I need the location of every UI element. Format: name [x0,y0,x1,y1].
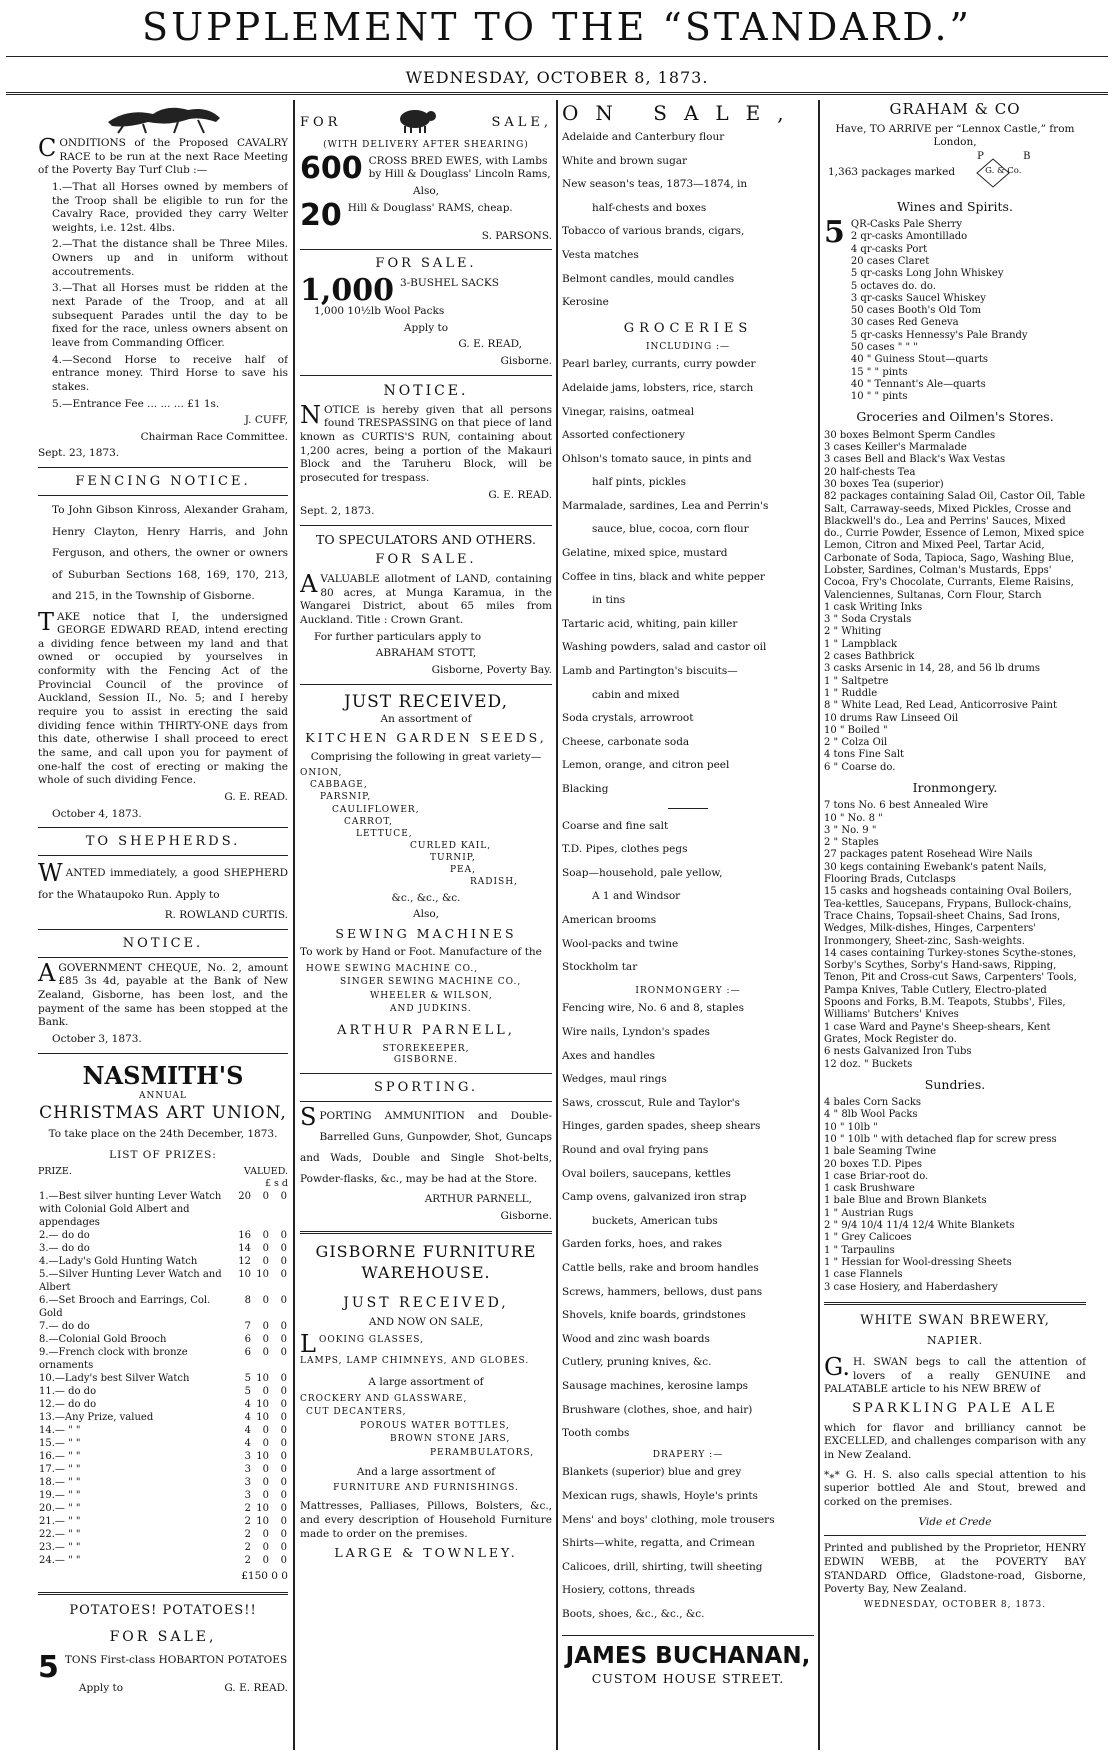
prize-row [38,1398,288,1411]
prize-name: 3.— do do [39,1243,90,1255]
prize-row [38,1450,288,1463]
list-item: 1 " Tarpaulins [824,1244,895,1256]
seeds-ad: JUST RECEIVED, An assortment of KITCHEN GARDEN SEEDS, Comprising the following in great variety— ONION, CABBAGE, PARSNIP, CAULIFLOWER, CARROT, LETTUCE, CURLED KAIL, TURNIP, PEA, RADISH, &c., &c., &c. Also, SEWING MACHINES To work by Hand or Foot. Manufacture of the HOWE SEWING MACHINE CO., SINGER SEWING MACHINE CO., WHEELER & WILSON, AND JUDKINS. ARTHUR PARNELL, STOREKEEPER, GISBORNE. [300,691,547,1066]
list-item: 50 cases Booth's Old Tom [850,305,981,317]
list-item: Mexican rugs, shawls, Hoyle's prints [562,1490,758,1503]
list-item: Stockholm tar [562,961,638,974]
list-item: 7 tons No. 6 best Annealed Wire [824,800,989,812]
list-item: Coarse and fine salt [562,819,669,832]
prize-row [38,1294,288,1320]
prize-row [38,1554,288,1567]
wines-list [851,219,1086,403]
prize-value: 0 [262,1191,269,1203]
list-item: Marmalade, sardines, Lea and Perrin's [562,499,769,512]
prize-value: 0 [262,1490,269,1502]
list-item: 3 qr-casks Saucel Whiskey [850,292,986,304]
prize-name: 5.—Silver Hunting Lever Watch and Albert [39,1269,222,1294]
column-4: GRAHAM & CO Have, TO ARRIVE per “Lennox Castle,” from London, 1,363 packages marked G. & Co. P B Wines and Spirits. 5 QR-Casks Pale Sherry 2 qr-casks Amontillado 4 qr-casks Port 20 cases Claret 5 qr-casks Long John Whiskey 5 octaves do. do. 3 qr-casks Saucel Whiskey 50 cases Booth's Old Tom 30 cases Red Geneva 5 qr-casks Hennessy's Pale Brandy 50 cases " " " 40 " Guiness Stout—quarts 15 " " pints 40 " Tennant's Ale—quarts 10 " " pints Groceries and Oilmen's Stores. 30 boxes Belmont Sperm Candles 3 cases Keiller's Marmalade 3 cases Bell and Black's Wax Vestas 20 half-chests Tea 30 boxes Tea (superior) 82 packages containing Salad Oil, Castor Oil, Table Salt, Carraway-seeds, Mixed Pickles, Crosse and Blackwell's do., Lea and Perrins' Sauces, Mixed do., Currie Powder, Essence of Lemon, Mixed spice Lemon, Citron and Mixed Peel, Tartar Acid, Carbonate of Soda, Tapioca, Sago, Washing Blue, Lobster, Sardines, Colman's Mustards, Epps' Cocoa, Fry's Chocolate, Currants, Eleme Raisins, Valenciennes, Sultanas, Corn Flour, Starch 1 cask Writing Inks 3 " Soda Crystals 2 " Whiting 1 " Lampblack 2 cases Bathbrick 3 casks Arsenic in 14, 28, and 56 lb drums 1 " Saltpetre 1 " Ruddle 8 " White Lead, Red Lead, Anticorrosive Paint 10 drums Raw Linseed Oil 10 " Boiled " 2 " Colza Oil 4 tons Fine Salt 6 " Coarse do. Ironmongery. 7 tons No. 6 best Annealed Wire 10 " No. 8 " 3 " No. 9 " 2 " Staples 27 packages patent Rosehead Wire Nails 30 kegs containing Ewebank's patent Nails, Flooring Brads, Cutclasps 15 casks and hogsheads containing Oval Boilers, Tea-kettles, Saucepans, Frypans, Bullock-chains, Trace Chains, Topsail-sheet Chains, Sad Irons, Wedges, Milk-dishes, Hinges, Carpenters' Ironmongery, Sheet-zinc, Sash-weights. 14 cases containing Turkey-stones Scythe-stones, Sorby's Scythes, Sorby's Hand-saws, Ripping, Tenon, Pit and Cross-cut Saws, Carpenters' Tools, Pampa Knives, Table Cutlery, Electro-plated Spoons and Forks, B.M. Teapots, Stubbs', Files, Williams' Butchers' Knives 1 case Ward and Payne's Sheep-shears, Kent Grates, Mock Register do. 6 nests Galvanized Iron Tubs 12 doz. " Buckets Sundries. 4 bales Corn Sacks 4 " 8lb Wool Packs 10 " 10lb " 10 " 10lb " with detached flap for screw press 1 bale Seaming Twine 20 boxes T.D. Pipes 1 case Briar-root do. 1 cask Brushware 1 bale Blue and Brown Blankets 1 " Austrian Rugs 2 " 9/4 10/4 11/4 12/4 White Blankets 1 " Grey Calicoes 1 " Tarpaulins 1 " Hessian for Wool-dressing Sheets 1 case Flannels 3 case Hosiery, and Haberdashery WHITE SWAN BREWERY, NAPIER. G. H. SWAN begs to call the attention of lovers of a really GENUINE and PALATABLE article to his NEW BREW of SPARKLING PALE ALE which for flavor and brilliancy cannot be EXCELLED, and challenges comparison with any in New Zealand. *⁎* G. H. S. also calls special attention to his superior bottled Ale and Stout, brewed and corked on the premises. Vide et Crede Printed and published by the Proprietor, HENRY EDWIN WEBB, at the POVERTY BAY STANDARD Office, Gladstone-road, Gisborne, Poverty Bay, New Zealand. WEDNESDAY, OCTOBER 8, 1873. [824,100,1086,1610]
prize-row [38,1528,288,1541]
list-item: Coffee in tins, black and white pepper [562,570,765,583]
prize-value: 6 [244,1334,251,1346]
list-item: 4 " 8lb Wool Packs [824,1109,918,1121]
list-item: 4 qr-casks Port [850,243,928,255]
list-item: 15 " " pints [850,366,908,378]
buchanan-name: JAMES BUCHANAN, [565,1642,811,1669]
column-2 [300,100,552,1750]
cavalry-race-notice: CONDITIONS of the Proposed CAVALRY RACE to be run at the next Race Meeting of the Poverty Bay Turf Club :— 1.—That all Horses owned by members of the Troop shall be eligible to run for the Cavalry Race, provided they carry Welter weights, i.e. 12st. 4lbs. 2.—That the distance shall be Three Miles. Owners up and in uniform without accoutrements. 3.—That all Horses must be ridden at the next Parade of the Troop, and at all subsequent Parades until the day to be fixed for the race, unless owners absent on leave from Commanding Officer. 4.—Second Horse to receive half of entrance money. Third Horse to save his stakes. 5.—Entrance Fee ... ... ... £1 1s. J. CUFF, Chairman Race Committee. Sept. 23, 1873. [38,134,288,460]
prize-value: 0 [262,1256,269,1268]
list-item: 5 octaves do. do. [850,280,936,292]
list-item: 40 " Guiness Stout—quarts [850,354,989,366]
prize-name: 18.— " " [39,1477,81,1489]
prize-name: 1.—Best silver hunting Lever Watch with Colonial Gold Albert and appendages [39,1191,222,1229]
date-line: WEDNESDAY, OCTOBER 8, 1873. [405,68,709,87]
prize-name: 8.—Colonial Gold Brooch [39,1334,167,1346]
list-item: 5 qr-casks Hennessy's Pale Brandy [850,329,1028,341]
list-item: 10 " 10lb " [824,1121,878,1133]
prize-value: 0 [280,1516,287,1528]
vide-et-crede: Vide et Crede [918,1515,992,1528]
list-item: QR-Casks Pale Sherry [850,219,963,231]
list-item: Belmont candles, mould candles [562,272,735,285]
list-item: 30 cases Red Geneva [850,317,959,329]
list-item: buckets, American tubs [592,1214,718,1227]
prize-value: 0 [280,1191,287,1203]
prize-name: 4.—Lady's Gold Hunting Watch [39,1256,198,1268]
prize-total: £150 0 0 [241,1570,288,1583]
column-divider [556,100,558,1750]
prize-row [38,1229,288,1242]
list-item: Tobacco of various brands, cigars, [562,225,745,238]
prize-value: 2 [244,1516,251,1528]
prize-row [38,1515,288,1528]
prize-value: 0 [280,1373,287,1385]
prize-value: 0 [280,1503,287,1515]
list-item: Kerosine [562,296,609,309]
prize-value: 0 [280,1256,287,1268]
list-item: 2 qr-casks Amontillado [850,231,968,243]
list-item: 14 cases containing Turkey-stones Scythe-stones, Sorby's Scythes, Sorby's Hand-saws, Ripping, Tenon, Pit and Cross-cut Saws, Carpenters' Tools, Pampa Knives, Table Cutlery, Electro-plated Spoons and Forks, B.M. Teapots, Stubbs', Files, Williams' Butchers' Knives [824,947,1077,1021]
list-item: 1 bale Seaming Twine [824,1146,937,1158]
prize-value: 20 [238,1191,251,1203]
sheep-illustration [393,106,439,140]
list-item: American brooms [562,913,657,926]
list-item: Wool-packs and twine [562,937,679,950]
list-item: 2 cases Bathbrick [824,651,915,663]
list-item: 3 casks Arsenic in 14, 28, and 56 lb drums [824,663,1040,675]
grocery-stores-list [824,430,1086,774]
ewes-ad: FOR SALE, (WITH DELIVERY AFTER SHEARING) 600 CROSS BRED EWES, with Lambs by Hill & Douglass' Lincoln Rams, Also, 20 Hill & Douglass' RAMS, cheap. S. PARSONS. [300,106,552,243]
list-item: 27 packages patent Rosehead Wire Nails [824,849,1033,861]
sundries-stores-list [824,1097,1086,1294]
goods-list [562,126,814,315]
list-item: 3 case Hosiery, and Haberdashery [824,1281,998,1293]
list-item: 3 " Soda Crystals [824,614,912,626]
prize-value: 10 [256,1399,269,1411]
prize-name: 10.—Lady's best Silver Watch [39,1373,190,1385]
list-item: Soda crystals, arrowroot [562,712,694,725]
prize-value: 8 [244,1295,251,1307]
list-item: Vesta matches [562,248,639,261]
list-item: 50 cases " " " [850,342,918,353]
list-item: Round and oval frying pans [562,1144,709,1157]
cheque-notice: NOTICE. AGOVERNMENT CHEQUE, No. 2, amount £85 3s 4d, payable at the Bank of New Zealand, Gisborne, has been lost, and the payment of the same has been stopped at the Bank. October 3, 1873. [38,935,288,1045]
prize-value: 3 [244,1464,251,1476]
condition-item: 4.—Second Horse to receive half of entrance money. Third Horse to save his stakes. [52,353,288,393]
shipping-mark: G. & Co. P B [963,153,1023,193]
prize-row [38,1541,288,1554]
list-item: 3 cases Keiller's Marmalade [824,442,967,454]
signer: J. CUFF, [244,414,288,427]
potatoes-ad: POTATOES! POTATOES!! FOR SALE, 5 TONS First-class HOBARTON POTATOES Apply to G. E. READ. [38,1603,288,1694]
racehorse-illustration [38,100,288,134]
list-item: Screws, hammers, bellows, dust pans [562,1285,763,1298]
list-item: 30 boxes Tea (superior) [824,478,944,490]
list-item: in tins [592,594,626,607]
prize-value: 4 [244,1425,251,1437]
ironmongery-stores-list [824,800,1086,1071]
graham-title: GRAHAM & CO [889,100,1021,118]
prize-value: 0 [262,1321,269,1333]
list-item: Hosiery, cottons, threads [562,1584,696,1597]
ironmongery-list [562,997,814,1445]
prize-row [38,1476,288,1489]
list-item: half-chests and boxes [592,201,707,214]
list-item: 1 bale Blue and Brown Blankets [824,1195,987,1207]
column-divider [818,100,820,1750]
prize-row [38,1372,288,1385]
prize-value: 0 [280,1451,287,1463]
list-item: half pints, pickles [592,476,687,489]
list-item: Fencing wire, No. 6 and 8, staples [562,1002,745,1015]
prize-name: 24.— " " [39,1555,81,1567]
prize-value: 0 [280,1425,287,1437]
list-item: Cattle bells, rake and broom handles [562,1261,759,1274]
prize-value: 3 [244,1451,251,1463]
list-item: 4 tons Fine Salt [824,749,905,761]
prize-row [38,1242,288,1255]
column-3: ON SALE, Adelaide and Canterbury flour White and brown sugar New season's teas, 1873—1874, in half-chests and boxes Tobacco of various brands, cigars, Vesta matches Belmont candles, mould candles Kerosine GROCERIES INCLUDING :— Pearl barley, currants, curry powder Adelaide jams, lobsters, rice, starch Vinegar, raisins, oatmeal Assorted confectionery Ohlson's tomato sauce, in pints and half pints, pickles Marmalade, sardines, Lea and Perrin's sauce, blue, cocoa, corn flour Gelatine, mixed spice, mustard Coffee in tins, black and white pepper in tins Tartaric acid, whiting, pain killer Washing powders, salad and castor oil Lamb and Partington's biscuits— cabin and mixed Soda crystals, arrowroot Cheese, carbonate soda Lemon, orange, and citron peel Blacking Coarse and fine salt T.D. Pipes, clothes pegs Soap—household, pale yellow, A 1 and Windsor American brooms Wool-packs and twine Stockholm tar IRONMONGERY :— Fencing wire, No. 6 and 8, staples Wire nails, Lyndon's spades Axes and handles Wedges, maul rings Saws, crosscut, Rule and Taylor's Hinges, garden spades, sheep shears Round and oval frying pans Oval boilers, saucepans, kettles Camp ovens, galvanized iron strap buckets, American tubs Garden forks, hoes, and rakes Cattle bells, rake and broom handles Screws, hammers, bellows, dust pans Shovels, knife boards, grindstones Wood and zinc wash boards Cutlery, pruning knives, &c. Sausage machines, kerosine lamps Brushware (clothes, shoe, and hair) Tooth combs DRAPERY :— Blankets (superior) blue and grey Mexican rugs, shawls, Hoyle's prints Mens' and boys' clothing, mole trousers Shirts—white, regatta, and Crimean Calicoes, drill, shirting, twill sheeting Hosiery, cottons, threads Boots, shoes, &c., &c., &c. JAMES BUCHANAN, CUSTOM HOUSE STREET. [562,100,814,1750]
prize-value: 14 [238,1243,251,1255]
masthead-rule [6,56,1108,57]
list-item: 1 case Ward and Payne's Sheep-shears, Kent Grates, Mock Register do. [824,1021,1051,1045]
list-item: 2 " Whiting [824,626,882,638]
list-item: White and brown sugar [562,154,688,167]
list-item: Lemon, orange, and citron peel [562,759,730,772]
prize-value: 0 [280,1438,287,1450]
prize-value: 0 [262,1555,269,1567]
list-item: 15 casks and hogsheads containing Oval Boilers, Tea-kettles, Saucepans, Frypans, Bullock-chains, Trace Chains, Topsail-sheet Chains, Sad Irons, Wedges, Milk-dishes, Hinges, Carpenters' Ironmongery, Sheet-zinc, Sash-weights. [824,886,1072,947]
prize-value: 0 [280,1230,287,1242]
list-item: 2 " 9/4 10/4 11/4 12/4 White Blankets [824,1220,1015,1232]
prize-row [38,1424,288,1437]
prize-row [38,1502,288,1515]
imprint: Printed and published by the Proprietor, HENRY EDWIN WEBB, at the POVERTY BAY STANDARD Office, Gladstone-road, Gisborne, Poverty Bay, New Zealand. WEDNESDAY, OCTOBER 8, 1873. [824,1542,1086,1610]
prize-value: 0 [262,1542,269,1554]
list-item: 1 " Grey Calicoes [824,1232,912,1244]
prize-value: 10 [256,1373,269,1385]
list-item: Blankets (superior) blue and grey [562,1466,742,1479]
list-item: 2 " Staples [824,837,879,849]
date-rule [6,92,1108,95]
list-item: 10 drums Raw Linseed Oil [824,712,959,724]
prize-value: 4 [244,1412,251,1424]
prize-value: 0 [262,1529,269,1541]
prize-value: 2 [244,1542,251,1554]
prize-value: 10 [256,1412,269,1424]
list-item: 1 " Saltpetre [824,675,889,687]
prize-value: 10 [256,1269,269,1281]
list-item: Hinges, garden spades, sheep shears [562,1120,761,1133]
on-sale-title: ON SALE, [562,101,801,125]
prize-name: 12.— do do [39,1399,97,1411]
prize-value: 0 [262,1243,269,1255]
list-item: 3 cases Bell and Black's Wax Vestas [824,454,1006,466]
list-item: 1 " Austrian Rugs [824,1207,914,1219]
column-divider [293,100,295,1750]
condition-item: 5.—Entrance Fee ... ... ... £1 1s. [52,397,220,410]
list-item: 1 " Lampblack [824,638,898,650]
prize-row [38,1255,288,1268]
list-item: 6 nests Galvanized Iron Tubs [824,1046,972,1058]
prize-row [38,1190,288,1229]
prize-value: 0 [280,1464,287,1476]
list-item: 5 qr-casks Long John Whiskey [850,268,1004,280]
prize-value: 2 [244,1529,251,1541]
list-item: Axes and handles [562,1049,655,1062]
prize-value: 0 [280,1295,287,1307]
list-item: Wire nails, Lyndon's spades [562,1026,710,1039]
prize-name: 20.— " " [39,1503,81,1515]
prize-value: 3 [244,1490,251,1502]
list-item: Assorted confectionery [562,429,685,442]
prize-row [38,1346,288,1372]
list-item: 1 case Flannels [824,1269,903,1281]
prize-name: 22.— " " [39,1529,81,1541]
list-item: 1 cask Writing Inks [824,601,923,613]
prize-row [38,1268,288,1294]
sacks-ad: FOR SALE. 1,000 3-BUSHEL SACKS 1,000 10½lb Wool Packs Apply to G. E. READ, Gisborne. [300,256,552,367]
prize-value: 2 [244,1555,251,1567]
list-item: Washing powders, salad and castor oil [562,641,767,654]
notice-date: Sept. 23, 1873. [38,447,120,460]
list-item: Saws, crosscut, Rule and Taylor's [562,1096,741,1109]
prize-value: 4 [244,1438,251,1450]
list-item: Adelaide jams, lobsters, rice, starch [562,381,754,394]
list-item: 12 doz. " Buckets [824,1058,913,1070]
column-1 [38,100,288,1750]
prize-value: 0 [262,1347,269,1359]
list-item: 10 " 10lb " with detached flap for screw press [824,1133,1057,1145]
list-item: Sausage machines, kerosine lamps [562,1379,749,1392]
list-item: Shirts—white, regatta, and Crimean [562,1537,755,1550]
prize-value: 0 [262,1438,269,1450]
prize-name: 21.— " " [39,1516,81,1528]
trespass-notice: NOTICE. NOTICE is hereby given that all persons found TRESPASSING on that piece of land known as CURTIS'S RUN, containing about 1,200 acres, being a portion of the Makauri Block and the Taruheru Block, will be prosecuted for trespass. G. E. READ. Sept. 2, 1873. [300,382,552,518]
shepherds-notice: TO SHEPHERDS. WANTED immediately, a good SHEPHERD for the Whataupoko Run. Apply to R. ROWLAND CURTIS. [38,834,288,922]
list-item: cabin and mixed [592,688,680,701]
list-item: A 1 and Windsor [592,890,681,903]
list-item: 10 " Boiled " [824,724,888,736]
prize-value: 0 [280,1386,287,1398]
list-item: New season's teas, 1873—1874, in [562,178,748,191]
prize-value: 0 [280,1477,287,1489]
list-item: 8 " White Lead, Red Lead, Anticorrosive Paint [824,700,1057,712]
prize-value: 5 [244,1386,251,1398]
prize-value: 2 [244,1503,251,1515]
prize-value: 0 [280,1529,287,1541]
prize-value: 0 [262,1230,269,1242]
list-item: Ohlson's tomato sauce, in pints and [562,452,752,465]
prize-value: 5 [244,1373,251,1385]
prize-name: 2.— do do [39,1230,90,1242]
list-item: 30 boxes Belmont Sperm Candles [824,429,996,441]
prize-table [38,1190,288,1567]
prize-value: 3 [244,1477,251,1489]
prize-value: 0 [280,1490,287,1502]
list-item: 1 " Hessian for Wool-dressing Sheets [824,1256,1012,1268]
list-item: Calicoes, drill, shirting, twill sheeting [562,1560,763,1573]
prize-value: 0 [262,1425,269,1437]
prize-value: 0 [280,1412,287,1424]
prize-value: 7 [244,1321,251,1333]
list-item: Cheese, carbonate soda [562,735,690,748]
list-item: 1 " Ruddle [824,687,878,699]
list-item: Adelaide and Canterbury flour [562,131,725,143]
prize-name: 23.— " " [39,1542,81,1554]
condition-item: 3.—That all Horses must be ridden at the next Parade of the Troop, and at all subsequent Parades until the day to be fixed for the race, unless owners absent on leave from Commanding Officer. [52,282,288,349]
list-item: Gelatine, mixed spice, mustard [562,547,728,560]
prize-name: 11.— do do [39,1386,97,1398]
prize-row [38,1489,288,1502]
prize-value: 4 [244,1399,251,1411]
furniture-ad: GISBORNE FURNITURE WAREHOUSE. JUST RECEIVED, AND NOW ON SALE, LOOKING GLASSES, LAMPS, LAMP CHIMNEYS, AND GLOBES. A large assortment of CROCKERY AND GLASSWARE, CUT DECANTERS, POROUS WATER BOTTLES, BROWN STONE JARS, PERAMBULATORS, And a large assortment of FURNITURE AND FURNISHINGS. Mattresses, Palliases, Pillows, Bolsters, &c., and every description of Household Furniture made to order on the premises. LARGE & TOWNLEY. [300,1242,552,1561]
masthead: SUPPLEMENT TO THE “STANDARD.” [142,5,972,49]
prize-name: 7.— do do [39,1321,90,1333]
list-item: Mens' and boys' clothing, mole trousers [562,1513,775,1526]
list-item: 1 cask Brushware [824,1183,915,1195]
prize-value: 10 [256,1451,269,1463]
prize-value: 12 [238,1256,251,1268]
list-item: Pearl barley, currants, curry powder [562,358,756,371]
prize-value: 0 [280,1555,287,1567]
list-item: Shovels, knife boards, grindstones [562,1309,746,1322]
list-item: 82 packages containing Salad Oil, Castor Oil, Table Salt, Carraway-seeds, Mixed Pickles, Crosse and Blackwell's do., Lea and Perrins' Sauces, Mixed do., Currie Powder, Essence of Lemon, Mixed spice Lemon, Citron and Mixed Peel, Tartar Acid, Carbonate of Soda, Tapioca, Sago, Washing Blue, Lobster, Sardines, Colman's Mustards, Epps' Cocoa, Fry's Chocolate, Currants, Eleme Raisins, Valenciennes, Sultanas, Corn Flour, Starch [824,491,1085,601]
fencing-notice: FENCING NOTICE. To John Gibson Kinross, Alexander Graham, Henry Clayton, Henry Harris, and John Ferguson, and others, the owner or owners of Suburban Sections 168, 169, 170, 213, and 215, in the Township of Gisborne. TAKE notice that I, the undersigned GEORGE EDWARD READ, intend erecting a dividing fence between my land and that owned or occupied by yourselves in conformity with the Fencing Act of the Provincial Council of the province of Auckland, Session II., No. 5; and I hereby require you to assist in erecting the said dividing fence within THIRTY-ONE days from this date, otherwise I shall proceed to erect the same, and call upon you for payment of one-half the cost of erecting or making the whole of such dividing Fence. G. E. READ. October 4, 1873. [38,474,288,820]
list-item: 20 cases Claret [850,255,930,267]
condition-item: 1.—That all Horses owned by members of the Troop shall be eligible to run for the Cavalry Race, provided they carry Welter weights, i.e. 12st. 4lbs. [52,180,288,234]
prize-value: 0 [262,1477,269,1489]
list-item: sauce, blue, cocoa, corn flour [592,523,749,536]
list-item: 1 case Briar-root do. [824,1170,929,1182]
prize-name: 6.—Set Brooch and Earrings, Col. Gold [39,1295,211,1320]
sundries-list [562,815,814,980]
prize-value: 0 [262,1295,269,1307]
list-item: Wedges, maul rings [562,1073,667,1086]
prize-name: 17.— " " [39,1464,81,1476]
list-item: 3 " No. 9 " [824,824,877,836]
brewery-ad: WHITE SWAN BREWERY, NAPIER. G. H. SWAN begs to call the attention of lovers of a really GENUINE and PALATABLE article to his NEW BREW of SPARKLING PALE ALE which for flavor and brilliancy cannot be EXCELLED, and challenges comparison with any in New Zealand. *⁎* G. H. S. also calls special attention to his superior bottled Ale and Stout, brewed and corked on the premises. Vide et Crede [824,1312,1086,1528]
list-item: 4 bales Corn Sacks [824,1097,922,1109]
prize-value: 0 [280,1269,287,1281]
list-item: 10 " " pints [850,391,908,403]
list-item: Tartaric acid, whiting, pain killer [562,617,738,630]
prize-value: 0 [262,1464,269,1476]
condition-item: 2.—That the distance shall be Three Miles. Owners up and in uniform without accoutrements. [52,238,288,278]
list-item: Soap—household, pale yellow, [562,866,723,879]
list-item: 40 " Tennant's Ale—quarts [850,378,986,390]
prize-name: 19.— " " [39,1490,81,1502]
prize-row [38,1437,288,1450]
list-item: Brushware (clothes, shoe, and hair) [562,1403,753,1416]
list-item: 6 " Coarse do. [824,761,896,773]
list-item: Lamb and Partington's biscuits— [562,665,738,678]
list-item: 20 boxes T.D. Pipes [824,1158,922,1170]
list-item: T.D. Pipes, clothes pegs [562,843,688,856]
list-item: Garden forks, hoes, and rakes [562,1238,723,1251]
list-item: Wood and zinc wash boards [562,1332,710,1345]
list-item: Camp ovens, galvanized iron strap [562,1191,747,1204]
prize-value: 0 [280,1347,287,1359]
prize-row [38,1333,288,1346]
list-item: 30 kegs containing Ewebank's patent Nails, Flooring Brads, Cutclasps [824,861,1047,886]
art-union-notice: NASMITH'S ANNUAL CHRISTMAS ART UNION, To take place on the 24th December, 1873. LIST OF PRIZES: PRIZE. VALUED. £ s d 1.—Best silver hunting Lever Watch with Colonial Gold Albert and appendages 20 0 0 2.— do do 16 0 0 3.— do do 14 0 0 4.—Lady's Gold Hunting Watch 12 0 0 5.—Silver Hunting Lever Watch and Albert 10 10 0 6.—Set Brooch and Earrings, Col. Gold 8 0 0 7.— do do 7 0 0 8.—Colonial Gold Brooch 6 0 0 9.—French clock with bronze ornaments 6 0 0 10.—Lady's best Silver Watch 5 10 0 11.— do do 5 0 0 12.— do do 4 10 0 13.—Any Prize, valued 4 10 0 14.— " " 4 0 0 15.— " " 4 0 0 16.— " " 3 10 0 17.— " " 3 0 0 18.— " " 3 0 0 19.— " " 3 0 0 20.— " " 2 10 0 21.— " " 2 10 0 22.— " " 2 0 0 23.— " " 2 0 0 24.— " " 2 0 0 £150 0 0 [38,1060,288,1583]
prize-value: 10 [238,1269,251,1281]
prize-row [38,1411,288,1424]
sporting-ad: SPORTING. SPORTING AMMUNITION and Double-Barrelled Guns, Gunpowder, Shot, Guncaps and Wads, Double and Single Shot-belts, Powder-flasks, &c., may be had at the Store. ARTHUR PARNELL, Gisborne. [300,1080,552,1222]
prize-name: 9.—French clock with bronze ornaments [39,1347,188,1372]
prize-name: 13.—Any Prize, valued [39,1412,154,1424]
prize-row [38,1320,288,1333]
prize-name: 16.— " " [39,1451,81,1463]
prize-value: 0 [262,1386,269,1398]
prize-name: 14.— " " [39,1425,81,1437]
prize-value: 0 [280,1334,287,1346]
list-item: Blacking [562,783,609,796]
prize-value: 0 [280,1321,287,1333]
prize-row [38,1463,288,1476]
list-item: 20 half-chests Tea [824,466,916,478]
prize-value: 16 [238,1230,251,1242]
list-item: Cutlery, pruning knives, &c. [562,1356,712,1369]
prize-value: 0 [280,1243,287,1255]
prize-value: 0 [262,1334,269,1346]
list-item: 2 " Colza Oil [824,737,888,749]
prize-value: 0 [280,1542,287,1554]
prize-row [38,1385,288,1398]
list-item: Oval boilers, saucepans, kettles [562,1167,731,1180]
prize-value: 10 [256,1516,269,1528]
list-item: Tooth combs [562,1427,630,1440]
list-item: 10 " No. 8 " [824,812,883,824]
drapery-list [562,1461,814,1626]
groceries-list [562,353,814,801]
list-item: Vinegar, raisins, oatmeal [562,405,695,418]
prize-value: 10 [256,1503,269,1515]
land-sale-ad: TO SPECULATORS AND OTHERS. FOR SALE. AVALUABLE allotment of LAND, containing 80 acres, at Munga Karamua, in the Wangarei District, about 65 miles from Auckland. Title : Crown Grant. For further particulars apply to ABRAHAM STOTT, Gisborne, Poverty Bay. [300,531,552,676]
list-item: Boots, shoes, &c., &c., &c. [562,1607,705,1620]
prize-value: 6 [244,1347,251,1359]
prize-name: 15.— " " [39,1438,81,1450]
prize-value: 0 [280,1399,287,1411]
